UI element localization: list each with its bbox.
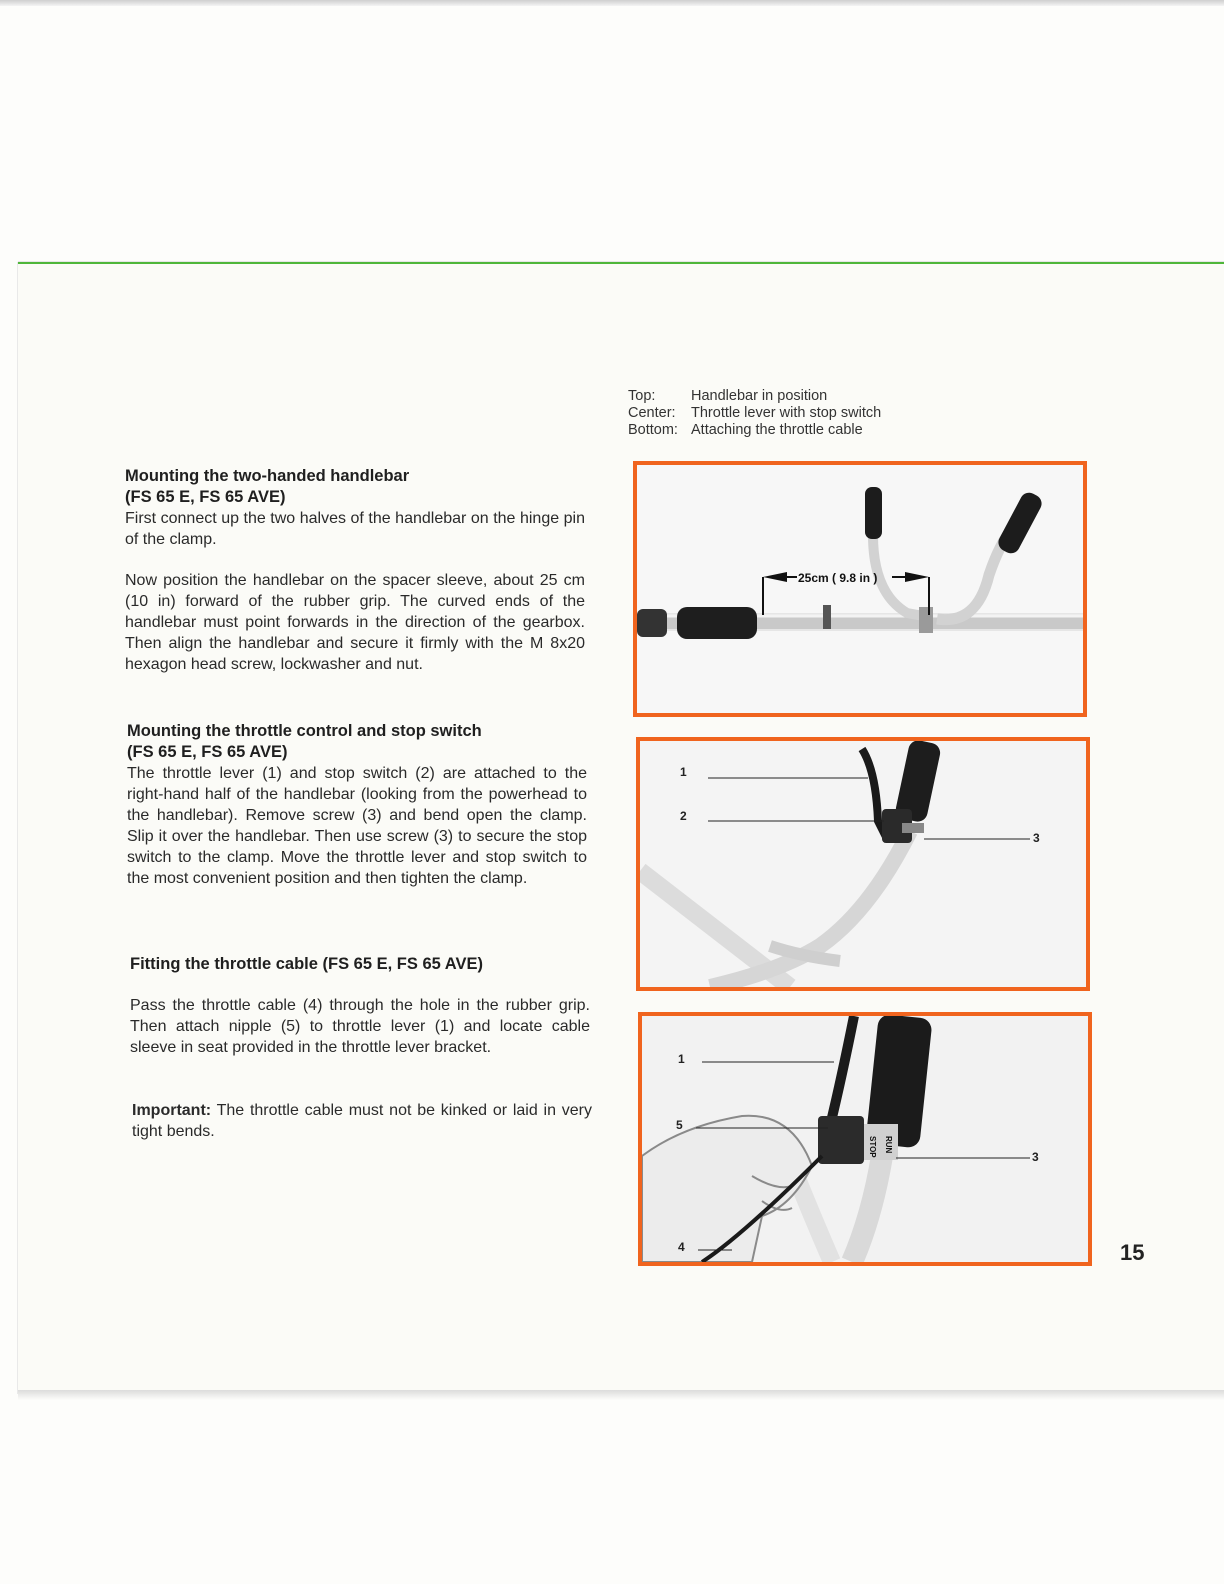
caption-label: Center:	[628, 405, 676, 421]
figure-handlebar-position	[633, 461, 1087, 717]
caption-row-top	[628, 388, 881, 405]
section-title: Mounting the throttle control and stop switch	[127, 722, 482, 740]
section-important	[132, 1100, 592, 1142]
caption-row-bottom	[628, 422, 881, 439]
measurement-label: 25cm ( 9.8 in )	[798, 571, 878, 585]
scan-top-edge	[0, 0, 1224, 6]
caption-text: Throttle lever with stop switch	[691, 405, 882, 421]
important-note	[132, 1100, 592, 1142]
section-title: Mounting the two-handed handlebar	[125, 467, 410, 485]
throttle-lever-illustration	[640, 741, 1086, 987]
throttle-cable-illustration	[642, 1016, 1088, 1262]
page-number: 15	[1120, 1240, 1145, 1265]
paragraph: Now position the handlebar on the spacer sleeve, about 25 cm (10 in) forward of the rubber grip. The curved ends of the handlebar must point forwards in the direction of the gearbox. Then align the handlebar and secure it firmly with the M 8x20 hexagon head screw, lockwasher and nut.	[125, 572, 585, 673]
callout-2: 2	[680, 809, 687, 823]
switch-run-label: RUN	[884, 1136, 893, 1154]
caption-text: Handlebar in position	[691, 388, 828, 404]
figure-caption	[628, 388, 881, 439]
switch-stop-label: STOP	[868, 1136, 877, 1158]
callout-4: 4	[678, 1240, 685, 1254]
caption-label: Top:	[628, 388, 656, 404]
section-throttle-control	[127, 721, 587, 889]
page-bottom-shadow	[18, 1390, 1224, 1400]
callout-1: 1	[680, 765, 687, 779]
paragraph: The throttle lever (1) and stop switch (2) are attached to the right-hand half of the handlebar (looking from the powerhead to the handlebar). Remove screw (3) and bend open the clamp. Slip it over the handlebar. Then use screw (3) to secure the stop switch to the clamp. Move the throttle lever and stop switch to the most convenient position and then tighten the clamp.	[127, 765, 587, 887]
callout-5: 5	[676, 1118, 683, 1132]
callout-1: 1	[678, 1052, 685, 1066]
section-title: Fitting the throttle cable (FS 65 E, FS 65 AVE)	[130, 955, 483, 973]
figure-throttle-lever	[636, 737, 1090, 991]
important-text: The throttle cable must not be kinked or laid in very tight bends.	[132, 1102, 592, 1140]
caption-label: Bottom:	[628, 422, 678, 438]
caption-text: Attaching the throttle cable	[691, 422, 863, 438]
figure-throttle-cable	[638, 1012, 1092, 1266]
paragraph: Pass the throttle cable (4) through the hole in the rubber grip. Then attach nipple (5) to throttle lever (1) and locate cable sleeve in seat provided in the throttle lever bracket.	[130, 997, 590, 1056]
section-handlebar	[125, 466, 585, 675]
important-label: Important:	[132, 1102, 212, 1119]
caption-row-center	[628, 405, 881, 422]
callout-3: 3	[1033, 831, 1040, 845]
paragraph: First connect up the two halves of the handlebar on the hinge pin of the clamp.	[125, 510, 585, 548]
section-subtitle: (FS 65 E, FS 65 AVE)	[125, 488, 286, 506]
section-throttle-cable	[130, 954, 590, 1058]
callout-3: 3	[1032, 1150, 1039, 1164]
section-subtitle: (FS 65 E, FS 65 AVE)	[127, 743, 288, 761]
handlebar-illustration	[637, 465, 1083, 713]
